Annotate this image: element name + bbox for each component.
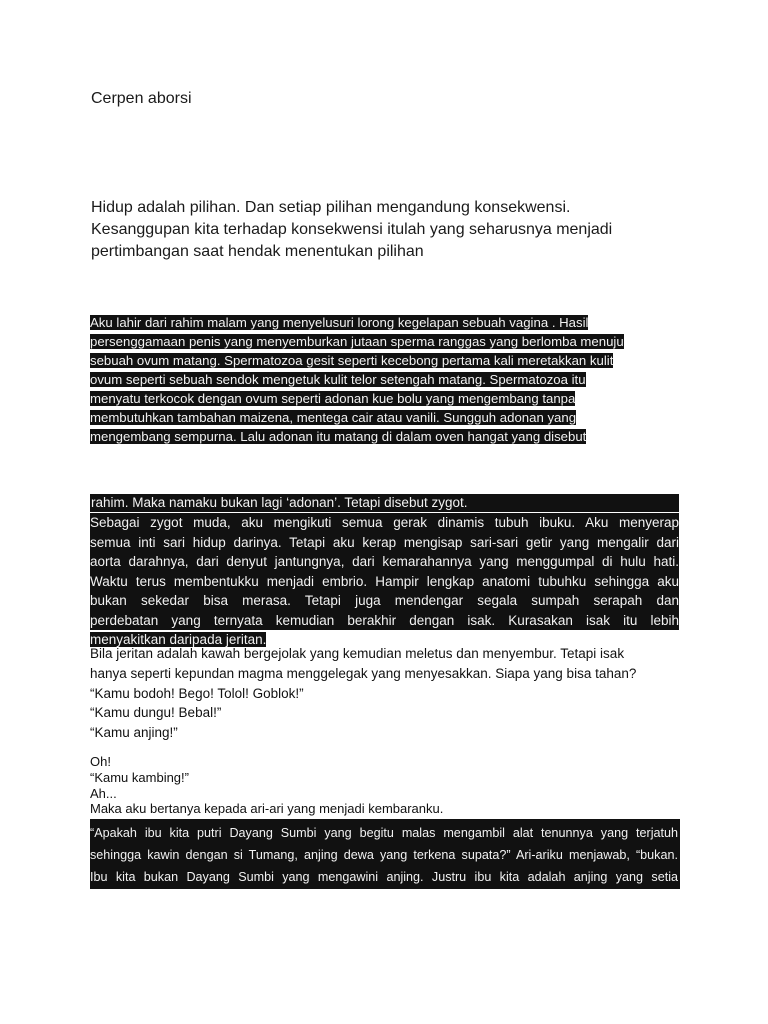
para1-line: membutuhkan tambahan maizena, mentega cair atau vanili. Sungguh adonan yang xyxy=(90,410,577,425)
para1-line: persenggamaan penis yang menyemburkan jutaan sperma ranggas yang berlomba menuju xyxy=(90,334,624,349)
para2-line: perdebatan yang ternyata kemudian berakhir dengan isak. Kurasakan isak itu lebih xyxy=(90,611,679,631)
quote-line: “Kamu dungu! Bebal!” xyxy=(90,705,222,720)
para2-line: aorta darahnya, dari denyut jantungnya, dari kemarahannya yang menggumpal di hulu hati. xyxy=(90,552,679,572)
para2-line: bukan sekedar bisa merasa. Tetapi juga mendengar segala sumpah serapah dan xyxy=(90,591,679,611)
para4-line: sehingga kawin dengan si Tumang, anjing dewa yang terkena supata?” Ari-ariku menjawab, “bukan. xyxy=(90,848,678,862)
para2-line: Sebagai zygot muda, aku mengikuti semua gerak dinamis tubuh ibuku. Aku menyerap xyxy=(90,513,679,533)
short-line: Ah... xyxy=(90,786,117,801)
para2-line: menyakitkan daripada jeritan. xyxy=(90,632,267,647)
para1-line: mengembang sempurna. Lalu adonan itu matang di dalam oven hangat yang disebut xyxy=(90,429,587,444)
para2-line: Waktu terus membentukku menjadi embrio. Hampir lengkap anatomi tubuhku sehingga aku xyxy=(90,572,679,592)
short-line: Oh! xyxy=(90,754,111,769)
intro-paragraph xyxy=(91,197,691,263)
short-line: “Kamu kambing!” xyxy=(90,770,189,785)
para4-line: Ibu kita bukan Dayang Sumbi yang mengawini anjing. Justru ibu kita adalah anjing yang setia xyxy=(90,870,678,884)
para3-line: hanya seperti kepundan magma menggelegak yang menyesakkan. Siapa yang bisa tahan? xyxy=(90,666,637,681)
para1-line: sebuah ovum matang. Spermatozoa gesit seperti kecebong pertama kali meretakkan kulit xyxy=(90,353,614,368)
para1-line: menyatu terkocok dengan ovum seperti adonan kue bolu yang mengembang tanpa xyxy=(90,391,576,406)
short-line: Maka aku bertanya kepada ari-ari yang menjadi kembaranku. xyxy=(90,801,444,816)
para3-line: Bila jeritan adalah kawah bergejolak yang kemudian meletus dan menyembur. Tetapi isak xyxy=(90,646,625,661)
para2-paragraph xyxy=(90,513,679,650)
para2-first-line: rahim. Maka namaku bukan lagi ‘adonan’. Tetapi disebut zygot. xyxy=(90,494,679,512)
para1-line: ovum seperti sebuah sendok mengetuk kulit telor setengah matang. Spermatozoa itu xyxy=(90,372,586,387)
para2-line: semua inti sari hidup darinya. Tetapi aku kerap mengisap sari-sari getir yang mengalir dari xyxy=(90,533,679,553)
document-title: Cerpen aborsi xyxy=(91,90,192,107)
para4-paragraph xyxy=(90,822,678,888)
para4-line: “Apakah ibu kita putri Dayang Sumbi yang begitu malas mengambil alat tenunnya yang terjatuh xyxy=(90,826,678,840)
intro-line: pertimbangan saat hendak menentukan pilihan xyxy=(91,243,424,260)
para1-line: Aku lahir dari rahim malam yang menyelusuri lorong kegelapan sebuah vagina . Hasil xyxy=(90,315,589,330)
quote-line: “Kamu anjing!” xyxy=(90,725,178,740)
intro-line: Hidup adalah pilihan. Dan setiap pilihan mengandung konsekwensi. xyxy=(91,199,571,216)
quote-line: “Kamu bodoh! Bego! Tolol! Goblok!” xyxy=(90,686,304,701)
intro-line: Kesanggupan kita terhadap konsekwensi itulah yang seharusnya menjadi xyxy=(91,221,613,238)
